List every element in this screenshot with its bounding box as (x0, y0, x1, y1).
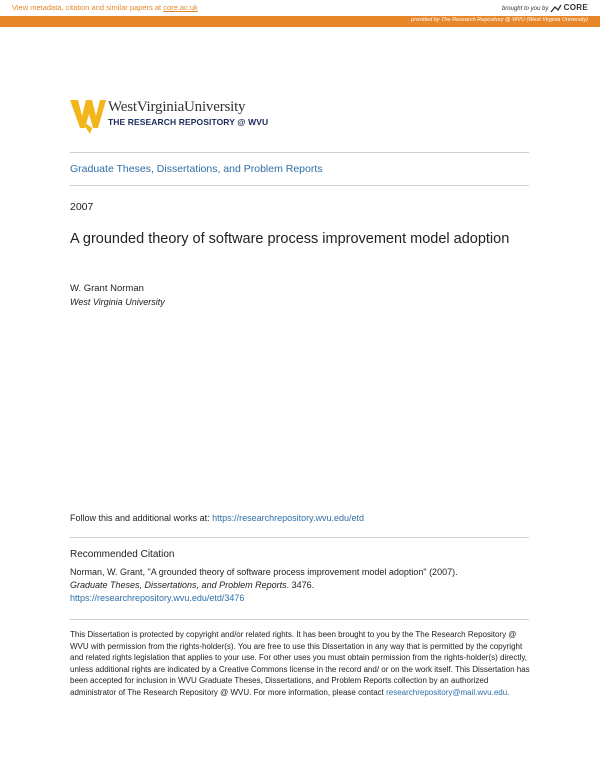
follow-line: Follow this and additional works at: https://researchrepository.wvu.edu/etd (70, 513, 364, 523)
author-affiliation: West Virginia University (70, 297, 165, 307)
publication-year: 2007 (70, 201, 94, 213)
contact-email-link[interactable]: researchrepository@mail.wvu.edu (386, 687, 508, 697)
citation-series-line: Graduate Theses, Dissertations, and Problem Reports. 3476. (70, 580, 315, 590)
divider-citation (70, 537, 529, 538)
citation-heading: Recommended Citation (70, 549, 175, 560)
citation-text (70, 566, 530, 605)
citation-link[interactable]: https://researchrepository.wvu.edu/etd/3476 (70, 593, 245, 603)
university-name: WestVirginiaUniversity (108, 99, 246, 115)
collection-link[interactable]: Graduate Theses, Dissertations, and Problem Reports (70, 163, 323, 175)
document-title: A grounded theory of software process improvement model adoption (70, 231, 510, 247)
citation-series: Graduate Theses, Dissertations, and Problem Reports (70, 580, 287, 590)
follow-link[interactable]: https://researchrepository.wvu.edu/etd (212, 513, 364, 523)
author-name: W. Grant Norman (70, 283, 144, 294)
provider-text: provided by The Research Repository @ WVU (West Virginia University) (411, 17, 588, 23)
wvu-logo[interactable] (70, 98, 290, 138)
divider-top (70, 152, 529, 153)
rights-statement: This Dissertation is protected by copyright and/or related rights. It has been brought to you by the The Research Repository @ WVU with permission from the rights-holder(s). You are free to use this Dissertation in any way that is permitted by the copyright and related rights legislation that applies to your use. For other uses you must obtain permission from the rights-holder(s) directly, unless additional rights are indicated by a Creative Commons license in the record and/ or on the work itself. This Dissertation has been accepted for inclusion in WVU Graduate Theses, Dissertations, and Problem Reports collection by an authorized administrator of The Research Repository @ WVU. For more information, please contact researchrepository@mail.wvu.edu. (70, 630, 530, 697)
flying-wv-icon (70, 98, 106, 134)
core-link[interactable]: core.ac.uk (163, 3, 198, 12)
divider-collection (70, 185, 529, 186)
provider-bar (0, 16, 600, 27)
core-top-bar (0, 0, 600, 16)
core-logo-icon (550, 4, 562, 13)
metadata-notice: View metadata, citation and similar papers at core.ac.uk (12, 3, 198, 12)
core-badge[interactable]: brought to you by CORE (501, 3, 588, 12)
repository-name: THE RESEARCH REPOSITORY @ WVU (108, 117, 269, 127)
citation-line: Norman, W. Grant, "A grounded theory of software process improvement model adoption" (2007). (70, 567, 458, 577)
divider-rights (70, 619, 529, 620)
